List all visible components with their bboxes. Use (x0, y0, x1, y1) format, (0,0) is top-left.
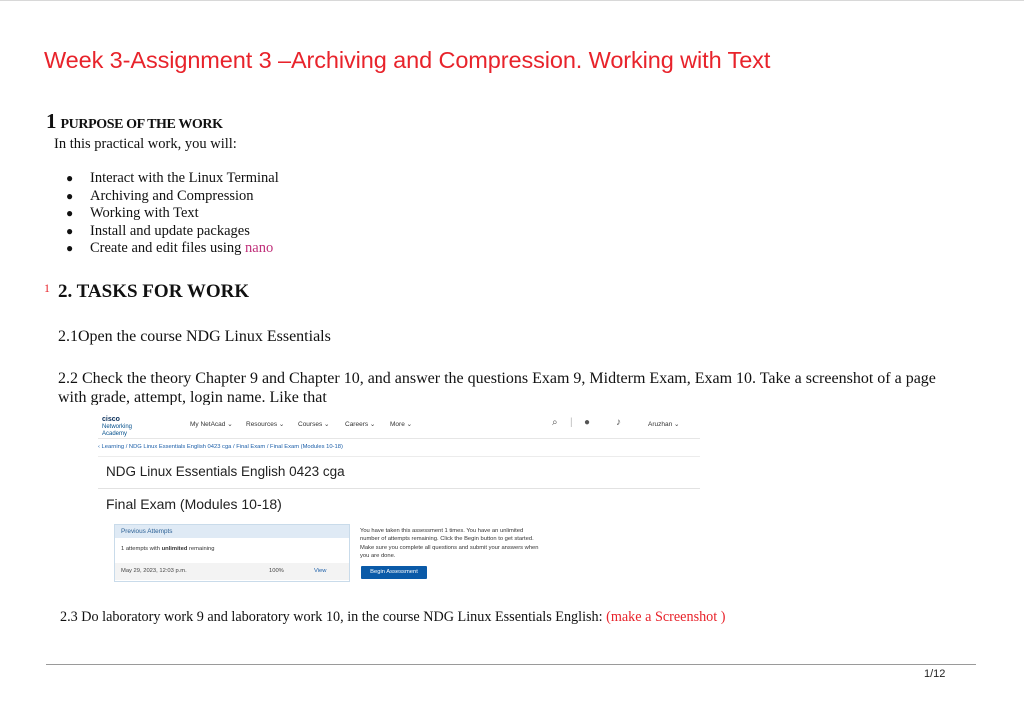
bell-icon[interactable]: ♪ (616, 417, 621, 428)
bullet-icon: ● (66, 171, 74, 185)
example-screenshot (98, 410, 700, 585)
help-icon[interactable]: ● (584, 417, 591, 428)
assessment-info: You have taken this assessment 1 times. You have an unlimited number of attempts remaining. Click the Begin button to get started. Make sure you complete all questions and submit your answers when you are done. (360, 528, 539, 560)
nano-highlight: nano (245, 240, 274, 257)
nav-my-netacad[interactable]: My NetAcad ⌄ (190, 421, 233, 428)
footnote-mark: 1 (44, 281, 50, 295)
section-1-label: PURPOSE OF THE WORK (60, 117, 223, 132)
section-1-heading (46, 109, 223, 134)
task-2-1: 2.1Open the course NDG Linux Essentials (58, 328, 331, 345)
cisco-logo: cisco Networking Academy (102, 416, 133, 437)
view-link[interactable]: View (314, 568, 327, 574)
attempt-score: 100% (269, 568, 284, 574)
attempt-row (115, 563, 349, 580)
section-1-intro: In this practical work, you will: (54, 136, 237, 152)
breadcrumb[interactable]: ‹ Learning / NDG Linux Essentials English 0423 cga / Final Exam / Final Exam (Modules 10-18) (98, 444, 700, 457)
panel-header: Previous Attempts (115, 525, 349, 538)
begin-assessment-button[interactable]: Begin Assessment (361, 566, 427, 579)
nav-more[interactable]: More ⌄ (390, 421, 413, 428)
list-item: ● Create and edit files using nano (66, 240, 274, 257)
screenshot-note: (make a Screenshot ) (606, 609, 726, 625)
purpose-list (64, 170, 279, 258)
top-rule (0, 0, 1024, 1)
list-item: ● Working with Text (66, 205, 199, 222)
previous-attempts-panel (114, 524, 350, 582)
bullet-icon: ● (66, 223, 74, 238)
task-2-2: 2.2 Check the theory Chapter 9 and Chapter 10, and answer the questions Exam 9, Midterm Exam, Exam 10. Take a screenshot of a page with grade, attempt, login name. Like that (58, 370, 936, 405)
bullet-icon: ● (66, 206, 74, 221)
document-title: Week 3-Assignment 3 –Archiving and Compression. Working with Text (44, 47, 771, 73)
attempt-date: May 29, 2023, 12:03 p.m. (121, 568, 187, 574)
exam-title: Final Exam (Modules 10-18) (106, 496, 282, 512)
footer-rule (46, 664, 976, 665)
task-2-3: 2.3 Do laboratory work 9 and laboratory work 10, in the course NDG Linux Essentials English: (make a Screenshot ) (60, 609, 726, 625)
section-1-number: 1 (46, 109, 57, 133)
divider (98, 488, 700, 489)
netacad-navbar (98, 410, 700, 439)
nav-resources[interactable]: Resources ⌄ (246, 421, 285, 428)
nav-careers[interactable]: Careers ⌄ (345, 421, 376, 428)
nav-courses[interactable]: Courses ⌄ (298, 421, 330, 428)
section-2-heading: 2. TASKS FOR WORK (58, 281, 250, 302)
list-item: ● Archiving and Compression (66, 187, 254, 204)
attempts-summary: 1 attempts with unlimited remaining (121, 546, 215, 552)
user-menu[interactable]: Aruzhan ⌄ (648, 421, 680, 428)
bullet-icon: ● (66, 188, 74, 203)
divider-icon: | (570, 417, 573, 428)
course-title: NDG Linux Essentials English 0423 cga (106, 464, 345, 479)
list-item: ● Interact with the Linux Terminal (66, 170, 279, 186)
search-icon[interactable]: ⌕ (552, 417, 558, 428)
bullet-icon: ● (66, 241, 74, 256)
page-number: 1/12 (924, 668, 946, 680)
list-item: ● Install and update packages (66, 222, 250, 239)
